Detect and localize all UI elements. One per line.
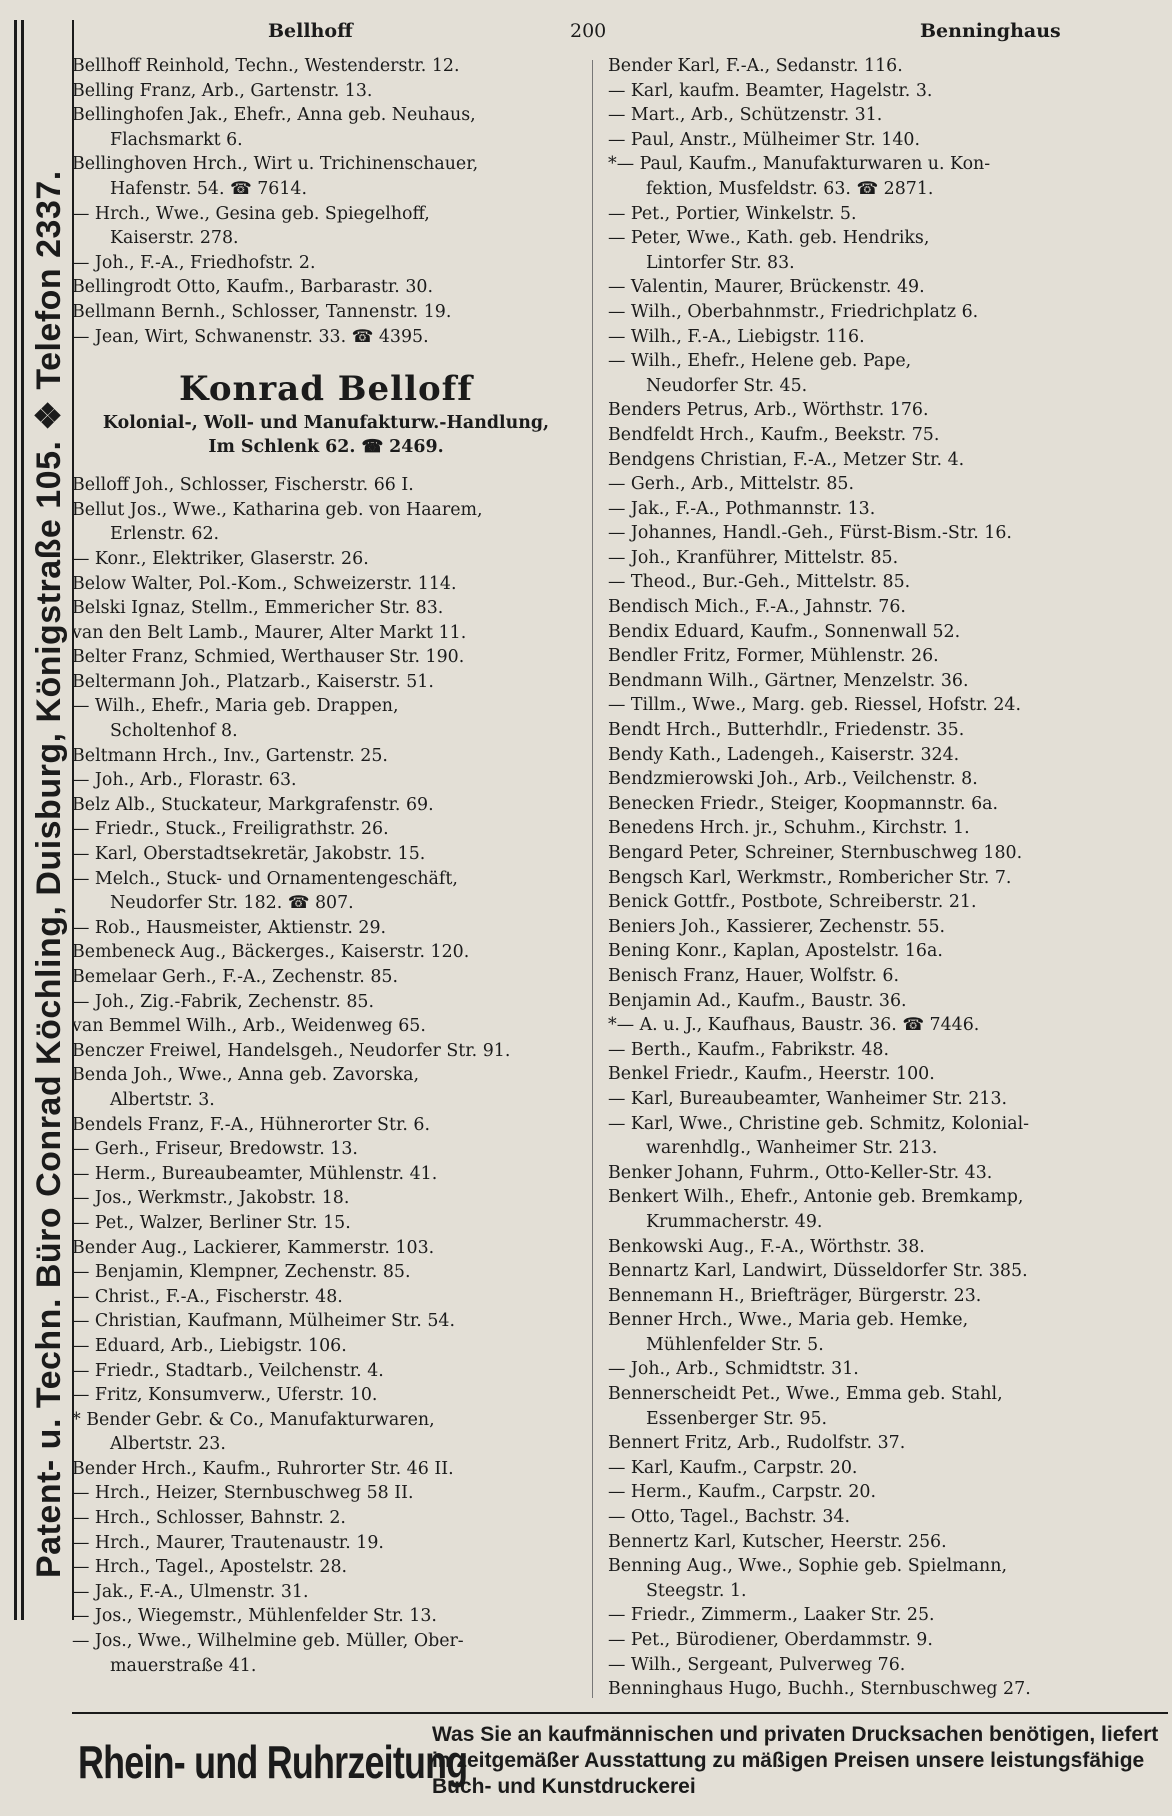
directory-entry: — Jak., F.-A., Ulmenstr. 31. bbox=[72, 1581, 309, 1602]
directory-entry: — Gerh., Friseur, Bredowstr. 13. bbox=[72, 1139, 358, 1160]
directory-entry: van den Belt Lamb., Maurer, Alter Markt 11. bbox=[72, 622, 467, 643]
printing-slogan: Was Sie an kaufmännischen und privaten Drucksachen benötigen, liefert in zeitgemäßer Ausstattung zu mäßigen Preisen unsere leistungsfähige Buch- und Kunstdruckerei bbox=[432, 1723, 1159, 1798]
directory-entry: Krummacherstr. 49. bbox=[646, 1211, 823, 1232]
directory-entry: Hafenstr. 54. ☎ 7614. bbox=[110, 178, 307, 199]
directory-entry: Beltermann Joh., Platzarb., Kaiserstr. 51. bbox=[72, 671, 434, 692]
directory-entry: Mühlenfelder Str. 5. bbox=[646, 1334, 824, 1355]
directory-entry: Bendgens Christian, F.-A., Metzer Str. 4. bbox=[608, 449, 965, 470]
directory-entry: — Gerh., Arb., Mittelstr. 85. bbox=[608, 474, 855, 495]
directory-entry: Bemelaar Gerh., F.-A., Zechenstr. 85. bbox=[72, 967, 399, 987]
directory-entry: *— Paul, Kaufm., Manufakturwaren u. Kon- bbox=[608, 154, 991, 175]
directory-entry: Bendmann Wilh., Gärtner, Menzelstr. 36. bbox=[608, 670, 969, 691]
directory-entry: Albertstr. 3. bbox=[110, 1089, 215, 1110]
page-number: 200 bbox=[570, 20, 607, 42]
directory-entry: — Jos., Wwe., Wilhelmine geb. Müller, Ober- bbox=[72, 1631, 464, 1652]
directory-entry: Bender Aug., Lackierer, Kammerstr. 103. bbox=[72, 1237, 435, 1258]
directory-entry: Bendzmierowski Joh., Arb., Veilchenstr. 8. bbox=[608, 769, 978, 790]
directory-entry: * Bender Gebr. & Co., Manufakturwaren, bbox=[72, 1409, 435, 1430]
directory-entry: Steegstr. 1. bbox=[646, 1580, 747, 1601]
directory-entry: Flachsmarkt 6. bbox=[110, 129, 243, 150]
directory-entry: Belski Ignaz, Stellm., Emmericher Str. 83. bbox=[72, 598, 444, 619]
side-banner-text: Patent- u. Techn. Büro Conrad Köchling, Duisburg, Königstraße 105. ❖ Telefon 2337. bbox=[30, 170, 68, 1578]
directory-entry: — Johannes, Handl.-Geh., Fürst-Bism.-Str. 16. bbox=[608, 523, 1012, 544]
directory-entry: Kaiserstr. 278. bbox=[110, 228, 239, 249]
directory-entry: Scholtenhof 8. bbox=[110, 721, 238, 742]
directory-entry: — Wilh., Sergeant, Pulverweg 76. bbox=[608, 1654, 906, 1675]
directory-entry: Bellut Jos., Wwe., Katharina geb. von Haarem, bbox=[72, 499, 483, 520]
directory-entry: Bellmann Bernh., Schlosser, Tannenstr. 19. bbox=[72, 301, 452, 322]
directory-entry: Albertstr. 23. bbox=[110, 1434, 226, 1455]
directory-entry: — Christian, Kaufmann, Mülheimer Str. 54. bbox=[72, 1311, 455, 1332]
directory-entry: Benker Johann, Fuhrm., Otto-Keller-Str. 43. bbox=[608, 1162, 993, 1183]
directory-entry: Bender Hrch., Kaufm., Ruhrorter Str. 46 II. bbox=[72, 1458, 454, 1479]
directory-entry: — Hrch., Heizer, Sternbuschweg 58 II. bbox=[72, 1483, 414, 1504]
advert-line: Kolonial-, Woll- und Manufakturw.-Handlung, bbox=[102, 413, 550, 434]
directory-entry: — Paul, Anstr., Mülheimer Str. 140. bbox=[608, 129, 921, 150]
newspaper-name: Rhein- und Ruhrzeitung bbox=[78, 1736, 468, 1788]
directory-entry: — Fritz, Konsumverw., Uferstr. 10. bbox=[72, 1385, 378, 1406]
directory-entry: — Joh., Arb., Schmidtstr. 31. bbox=[608, 1359, 859, 1380]
directory-entry: — Joh., Arb., Florastr. 63. bbox=[72, 770, 297, 791]
directory-entry: Belling Franz, Arb., Gartenstr. 13. bbox=[72, 80, 373, 101]
directory-entry: — Pet., Portier, Winkelstr. 5. bbox=[608, 203, 857, 224]
directory-entry: Bennertz Karl, Kutscher, Heerstr. 256. bbox=[608, 1531, 947, 1552]
directory-entry: Bennartz Karl, Landwirt, Düsseldorfer Str. 385. bbox=[608, 1261, 1028, 1282]
directory-entry: — Theod., Bur.-Geh., Mittelstr. 85. bbox=[608, 572, 911, 593]
directory-entry: — Jos., Werkmstr., Jakobstr. 18. bbox=[72, 1188, 350, 1209]
directory-entry: — Friedr., Stadtarb., Veilchenstr. 4. bbox=[72, 1360, 384, 1381]
directory-entry: — Melch., Stuck- und Ornamentengeschäft, bbox=[72, 868, 458, 889]
directory-entry: Benders Petrus, Arb., Wörthstr. 176. bbox=[608, 400, 929, 421]
directory-entry: Bellhoff Reinhold, Techn., Westenderstr. 12. bbox=[72, 56, 460, 76]
directory-entry: Bender Karl, F.-A., Sedanstr. 116. bbox=[608, 56, 903, 76]
directory-entry: — Wilh., F.-A., Liebigstr. 116. bbox=[608, 326, 865, 347]
directory-entry: Bendisch Mich., F.-A., Jahnstr. 76. bbox=[608, 597, 906, 618]
header-last-entry: Benninghaus bbox=[920, 20, 1061, 42]
directory-entry: Bendler Fritz, Former, Mühlenstr. 26. bbox=[608, 646, 939, 667]
advert-konrad-belloff bbox=[72, 367, 580, 459]
directory-entry: — Karl, kaufm. Beamter, Hagelstr. 3. bbox=[608, 80, 933, 101]
directory-entry: Lintorfer Str. 83. bbox=[646, 252, 795, 273]
directory-entry: Benninghaus Hugo, Buchh., Sternbuschweg 27. bbox=[608, 1679, 1031, 1700]
directory-entry: — Peter, Wwe., Kath. geb. Hendriks, bbox=[608, 228, 930, 249]
directory-entry: — Eduard, Arb., Liebigstr. 106. bbox=[72, 1335, 347, 1356]
directory-entry: Bendfeldt Hrch., Kaufm., Beekstr. 75. bbox=[608, 424, 940, 445]
directory-entry: Below Walter, Pol.-Kom., Schweizerstr. 114. bbox=[72, 573, 457, 594]
footer-advert bbox=[72, 1712, 1168, 1810]
directory-entry: — Joh., Kranführer, Mittelstr. 85. bbox=[608, 547, 899, 568]
banner-rule bbox=[21, 20, 24, 1620]
directory-entry: Bendy Kath., Ladengeh., Kaiserstr. 324. bbox=[608, 744, 960, 765]
right-column bbox=[608, 54, 1168, 1702]
left-column bbox=[72, 54, 580, 1678]
directory-entry: — Pet., Bürodiener, Oberdammstr. 9. bbox=[608, 1630, 933, 1650]
directory-entry: — Herm., Bureaubeamter, Mühlenstr. 41. bbox=[72, 1163, 438, 1184]
directory-entry: — Karl, Kaufm., Carpstr. 20. bbox=[608, 1457, 858, 1478]
directory-entry: Benner Hrch., Wwe., Maria geb. Hemke, bbox=[608, 1310, 969, 1331]
directory-entry: mauerstraße 41. bbox=[110, 1655, 257, 1676]
directory-entry: — Jak., F.-A., Pothmannstr. 13. bbox=[608, 498, 876, 519]
directory-entry: — Hrch., Wwe., Gesina geb. Spiegelhoff, bbox=[72, 203, 430, 224]
directory-entry: — Friedr., Stuck., Freiligrathstr. 26. bbox=[72, 819, 389, 840]
directory-entry: Bembeneck Aug., Bäckerges., Kaiserstr. 120. bbox=[72, 942, 470, 963]
directory-entry: Bennert Fritz, Arb., Rudolfstr. 37. bbox=[608, 1433, 906, 1454]
directory-entry: — Hrch., Tagel., Apostelstr. 28. bbox=[72, 1557, 348, 1578]
directory-entry: Beniers Joh., Kassierer, Zechenstr. 55. bbox=[608, 916, 946, 937]
directory-entry: — Konr., Elektriker, Glaserstr. 26. bbox=[72, 548, 369, 569]
directory-entry: van Bemmel Wilh., Arb., Weidenweg 65. bbox=[72, 1016, 426, 1037]
directory-entry: — Wilh., Oberbahnmstr., Friedrichplatz 6. bbox=[608, 301, 979, 322]
directory-entry: — Rob., Hausmeister, Aktienstr. 29. bbox=[72, 917, 387, 938]
directory-entry: Belter Franz, Schmied, Werthauser Str. 190. bbox=[72, 647, 465, 668]
directory-entry: fektion, Musfeldstr. 63. ☎ 2871. bbox=[646, 178, 934, 199]
directory-entry: — Karl, Wwe., Christine geb. Schmitz, Kolonial- bbox=[608, 1113, 1030, 1134]
advert-name: Konrad Belloff bbox=[179, 369, 473, 410]
directory-entry: Benning Aug., Wwe., Sophie geb. Spielmann, bbox=[608, 1556, 1007, 1577]
directory-entry: *— A. u. J., Kaufhaus, Baustr. 36. ☎ 7446. bbox=[608, 1015, 980, 1036]
directory-entry: — Hrch., Maurer, Trautenaustr. 19. bbox=[72, 1532, 384, 1553]
entry-list bbox=[72, 54, 580, 349]
directory-entry: — Otto, Tagel., Bachstr. 34. bbox=[608, 1507, 850, 1528]
column-divider bbox=[592, 60, 593, 1698]
directory-entry: Belz Alb., Stuckateur, Markgrafenstr. 69. bbox=[72, 794, 434, 815]
directory-entry: — Valentin, Maurer, Brückenstr. 49. bbox=[608, 277, 925, 298]
directory-entry: Bening Konr., Kaplan, Apostelstr. 16a. bbox=[608, 941, 943, 962]
directory-entry: Benecken Friedr., Steiger, Koopmannstr. 6a. bbox=[608, 793, 999, 814]
directory-entry: Bendt Hrch., Butterhdlr., Friedenstr. 35. bbox=[608, 720, 965, 741]
directory-entry: — Mart., Arb., Schützenstr. 31. bbox=[608, 105, 883, 126]
directory-entry: — Wilh., Ehefr., Helene geb. Pape, bbox=[608, 351, 912, 372]
directory-entry: Neudorfer Str. 45. bbox=[646, 375, 808, 396]
directory-entry: — Karl, Oberstadtsekretär, Jakobstr. 15. bbox=[72, 844, 426, 865]
directory-entry: Benkert Wilh., Ehefr., Antonie geb. Bremkamp, bbox=[608, 1187, 1024, 1208]
directory-entry: Belloff Joh., Schlosser, Fischerstr. 66 I. bbox=[72, 475, 414, 496]
directory-entry: Bengard Peter, Schreiner, Sternbuschweg 180. bbox=[608, 843, 1023, 863]
directory-entry: Essenberger Str. 95. bbox=[646, 1408, 828, 1429]
entry-list bbox=[608, 54, 1168, 1702]
directory-entry: — Pet., Walzer, Berliner Str. 15. bbox=[72, 1212, 351, 1233]
directory-entry: Bennerscheidt Pet., Wwe., Emma geb. Stahl, bbox=[608, 1384, 1003, 1405]
directory-entry: Benisch Franz, Hauer, Wolfstr. 6. bbox=[608, 965, 900, 986]
directory-entry: Bendix Eduard, Kaufm., Sonnenwall 52. bbox=[608, 621, 961, 642]
directory-entry: — Hrch., Schlosser, Bahnstr. 2. bbox=[72, 1508, 346, 1529]
directory-entry: Bellingrodt Otto, Kaufm., Barbarastr. 30. bbox=[72, 277, 434, 298]
directory-entry: Beltmann Hrch., Inv., Gartenstr. 25. bbox=[72, 745, 388, 766]
advert-line: Im Schlenk 62. ☎ 2469. bbox=[208, 437, 444, 458]
directory-entry: Bendels Franz, F.-A., Hühnerorter Str. 6. bbox=[72, 1114, 431, 1135]
directory-entry: Erlenstr. 62. bbox=[110, 524, 220, 545]
directory-entry: — Jean, Wirt, Schwanenstr. 33. ☎ 4395. bbox=[72, 326, 429, 347]
directory-entry: — Joh., F.-A., Friedhofstr. 2. bbox=[72, 252, 316, 273]
directory-entry: — Friedr., Zimmerm., Laaker Str. 25. bbox=[608, 1605, 935, 1626]
directory-entry: — Karl, Bureaubeamter, Wanheimer Str. 213. bbox=[608, 1088, 1008, 1109]
side-banner bbox=[12, 20, 70, 1620]
directory-entry: — Tillm., Wwe., Marg. geb. Riessel, Hofstr. 24. bbox=[608, 695, 1022, 716]
directory-entry: Bennemann H., Briefträger, Bürgerstr. 23. bbox=[608, 1285, 982, 1306]
directory-entry: — Berth., Kaufm., Fabrikstr. 48. bbox=[608, 1039, 889, 1060]
directory-entry: — Christ., F.-A., Fischerstr. 48. bbox=[72, 1286, 343, 1307]
directory-entry: Benjamin Ad., Kaufm., Baustr. 36. bbox=[608, 990, 907, 1011]
banner-rule bbox=[14, 20, 17, 1620]
directory-entry: Neudorfer Str. 182. ☎ 807. bbox=[110, 893, 354, 914]
page-header bbox=[80, 14, 1160, 46]
directory-entry: — Benjamin, Klempner, Zechenstr. 85. bbox=[72, 1262, 411, 1283]
directory-entry: Benick Gottfr., Postbote, Schreiberstr. 21. bbox=[608, 892, 977, 913]
entry-list bbox=[72, 473, 580, 1678]
directory-entry: Bengsch Karl, Werkmstr., Rombericher Str. 7. bbox=[608, 867, 1012, 888]
header-first-entry: Bellhoff bbox=[268, 20, 353, 42]
directory-entry: Benczer Freiwel, Handelsgeh., Neudorfer Str. 91. bbox=[72, 1040, 511, 1061]
directory-entry: Bellinghofen Jak., Ehefr., Anna geb. Neuhaus, bbox=[72, 105, 476, 126]
directory-entry: Benedens Hrch. jr., Schuhm., Kirchstr. 1. bbox=[608, 818, 970, 839]
directory-entry: — Jos., Wiegemstr., Mühlenfelder Str. 13. bbox=[72, 1606, 437, 1627]
directory-entry: warenhdlg., Wanheimer Str. 213. bbox=[646, 1138, 938, 1159]
directory-entry: Benkowski Aug., F.-A., Wörthstr. 38. bbox=[608, 1236, 925, 1257]
directory-entry: Benkel Friedr., Kaufm., Heerstr. 100. bbox=[608, 1064, 935, 1085]
directory-entry: — Joh., Zig.-Fabrik, Zechenstr. 85. bbox=[72, 991, 375, 1012]
directory-entry: — Wilh., Ehefr., Maria geb. Drappen, bbox=[72, 696, 399, 717]
directory-entry: Benda Joh., Wwe., Anna geb. Zavorska, bbox=[72, 1065, 420, 1086]
directory-entry: — Herm., Kaufm., Carpstr. 20. bbox=[608, 1482, 876, 1503]
directory-entry: Bellinghoven Hrch., Wirt u. Trichinenschauer, bbox=[72, 154, 479, 175]
